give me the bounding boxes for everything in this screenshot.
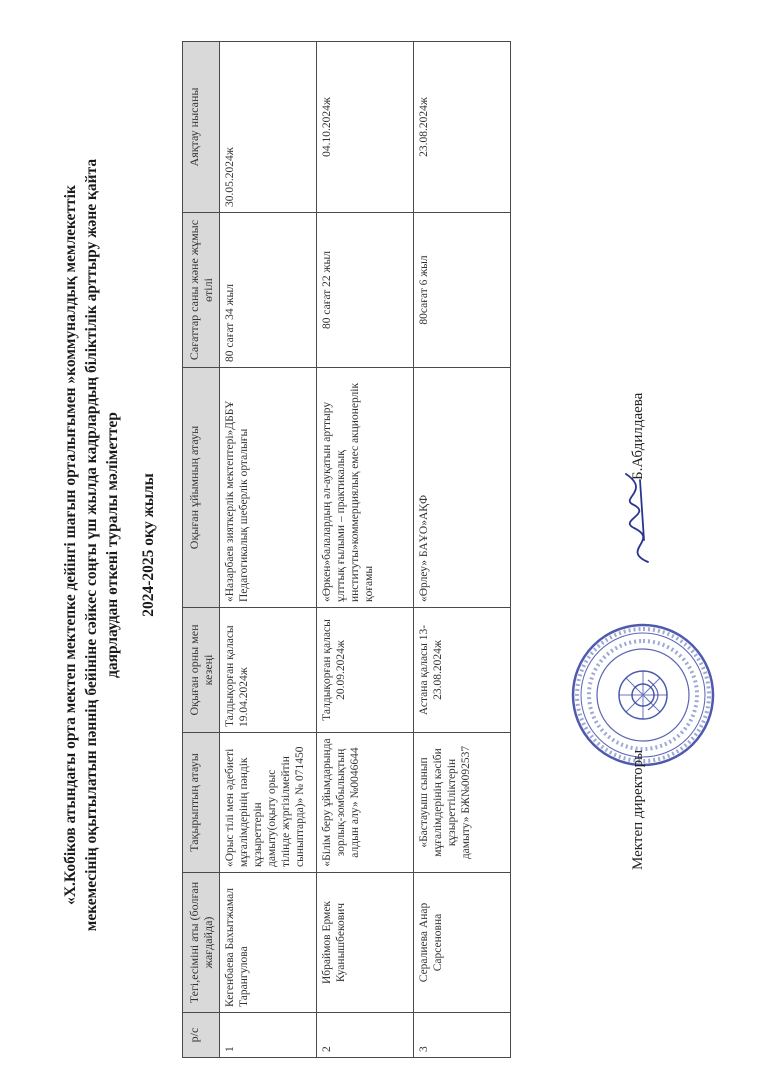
document-title	[60, 40, 158, 1050]
title-line-1: «Х.Кобіков атындағы орта мектеп мектепке дейінгі шағын орталығымен »коммуналдық мемлекеттік	[62, 185, 79, 905]
row-place: Астана қаласы 13-23.08.2024ж	[414, 608, 511, 733]
row-name: Кегенбаева Бахытжамал Тарангулова	[220, 873, 317, 1013]
official-seal-icon	[568, 620, 718, 770]
row-org: «Өркен»балалардың әл-ауқатын арттыру ұлттық ғылыми – практикалық институты»коммерциялық емес акционерлік қоғамы	[317, 368, 414, 608]
director-label: Мектеп директоры	[630, 749, 646, 870]
row-num: 3	[414, 1013, 511, 1058]
row-name: Ибраймов Ермек Куанышбекович	[317, 873, 414, 1013]
title-line-2: мекемесінің оқытылатын пәннің бейініне сәйкес соңғы үш жылда кадрлардың біліктілік арттыру және қайта	[83, 158, 100, 932]
row-org: «Назарбаев зияткерлік мектептері»ДББҰ Педагогикалық шеберлік орталығы	[220, 368, 317, 608]
row-place: Талдықорған қаласы 19.04.2024ж	[220, 608, 317, 733]
row-topic: «Орыс тілі мен әдебиеті мұғалімдерінің пәндік құзыреттерін дамыту(оқыту орыс тілінде жүргізілмейтін сыныптарда)» № 071450	[220, 733, 317, 873]
header-topic: Тақырыптың атауы	[183, 733, 220, 873]
row-hours: 80 сағат 22 жыл	[317, 213, 414, 368]
row-hours: 80 сағат 34 жыл	[220, 213, 317, 368]
header-num: р/с	[183, 1013, 220, 1058]
training-table	[182, 41, 511, 1058]
row-name: Сералиева Анар Сарсеновна	[414, 873, 511, 1013]
header-completion: Аяқтау нысаны	[183, 42, 220, 213]
row-topic: «Білім беру ұйымдарында зорлық-зомбылықтың алдын алу» №0046644	[317, 733, 414, 873]
table-row	[317, 42, 414, 1058]
table-row	[414, 42, 511, 1058]
row-completion: 04.10.2024ж	[317, 42, 414, 213]
director-name: Б.Абдилдаева	[630, 392, 646, 480]
table-row	[220, 42, 317, 1058]
title-line-3: даярлаудан өткені туралы мәліметтер	[104, 412, 121, 678]
academic-year: 2024-2025 оқу жылы	[140, 473, 157, 617]
signature-block	[580, 170, 720, 870]
row-num: 2	[317, 1013, 414, 1058]
row-topic: «Бастауыш сынып мұғалімдерінің кәсіби құзыреттіліктерін дамыту» БЖ№0092537	[414, 733, 511, 873]
row-completion: 23.08.2024ж	[414, 42, 511, 213]
header-hours: Сағаттар саны және жұмыс өтілі	[183, 213, 220, 368]
header-org: Оқыған ұйымның атауы	[183, 368, 220, 608]
header-place: Оқыған орны мен кезеңі	[183, 608, 220, 733]
row-completion: 30.05.2024ж	[220, 42, 317, 213]
row-place: Талдықорған қаласы 20.09.2024ж	[317, 608, 414, 733]
row-hours: 80сағат 6 жыл	[414, 213, 511, 368]
row-org: «Өрлеу» БАҰО»АҚФ	[414, 368, 511, 608]
table-header-row	[183, 42, 220, 1058]
header-name: Тегі,есіміні аты (болған жағдайда)	[183, 873, 220, 1013]
row-num: 1	[220, 1013, 317, 1058]
